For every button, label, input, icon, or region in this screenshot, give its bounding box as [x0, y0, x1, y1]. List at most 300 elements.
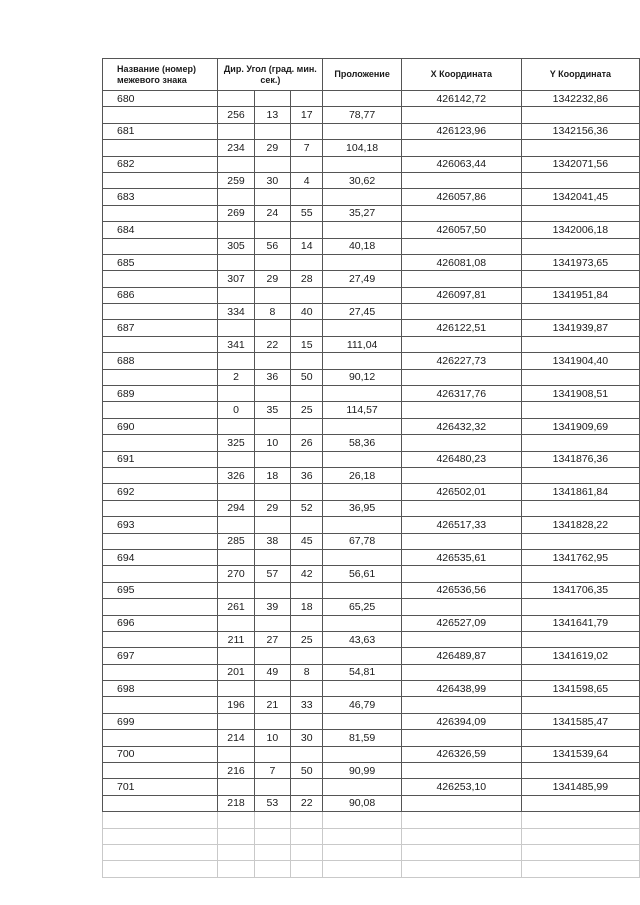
segment-length: 67,78 — [323, 533, 401, 549]
angle-seconds: 55 — [291, 205, 323, 221]
table-row-point — [103, 582, 640, 598]
angle-degrees: 216 — [218, 763, 254, 779]
empty-cell — [218, 517, 254, 533]
empty-cell — [103, 844, 218, 860]
empty-cell — [291, 681, 323, 697]
empty-cell — [103, 238, 218, 254]
empty-cell — [218, 746, 254, 762]
angle-minutes: 27 — [254, 631, 290, 647]
y-coordinate: 1341861,84 — [521, 484, 639, 500]
empty-cell — [323, 746, 401, 762]
empty-cell — [401, 271, 521, 287]
y-coordinate: 1341619,02 — [521, 648, 639, 664]
angle-seconds: 33 — [291, 697, 323, 713]
table-row-point — [103, 222, 640, 238]
angle-minutes: 18 — [254, 467, 290, 483]
empty-cell — [218, 418, 254, 434]
empty-cell — [254, 861, 290, 877]
empty-cell — [401, 812, 521, 828]
point-name: 699 — [103, 713, 218, 729]
angle-seconds: 36 — [291, 467, 323, 483]
empty-cell — [323, 484, 401, 500]
angle-minutes: 24 — [254, 205, 290, 221]
table-row-point — [103, 254, 640, 270]
x-coordinate: 426317,76 — [401, 386, 521, 402]
table-row-segment — [103, 369, 640, 385]
empty-cell — [401, 140, 521, 156]
point-name: 692 — [103, 484, 218, 500]
table-header-row — [103, 59, 640, 91]
angle-degrees: 201 — [218, 664, 254, 680]
table-row-segment — [103, 566, 640, 582]
empty-cell — [291, 484, 323, 500]
empty-cell — [291, 779, 323, 795]
empty-cell — [401, 861, 521, 877]
empty-cell — [291, 713, 323, 729]
empty-cell — [521, 763, 639, 779]
angle-degrees: 285 — [218, 533, 254, 549]
empty-cell — [254, 549, 290, 565]
empty-cell — [291, 91, 323, 107]
empty-cell — [521, 435, 639, 451]
segment-length: 58,36 — [323, 435, 401, 451]
point-name: 681 — [103, 123, 218, 139]
empty-cell — [218, 189, 254, 205]
segment-length: 35,27 — [323, 205, 401, 221]
empty-cell — [401, 664, 521, 680]
table-row-point — [103, 287, 640, 303]
segment-length: 90,08 — [323, 795, 401, 811]
empty-cell — [103, 812, 218, 828]
empty-cell — [323, 254, 401, 270]
empty-cell — [401, 795, 521, 811]
empty-cell — [103, 304, 218, 320]
table-row-point — [103, 779, 640, 795]
angle-seconds: 15 — [291, 336, 323, 352]
empty-cell — [254, 91, 290, 107]
empty-cell — [323, 844, 401, 860]
angle-minutes: 10 — [254, 730, 290, 746]
empty-cell — [401, 435, 521, 451]
empty-cell — [254, 484, 290, 500]
empty-cell — [401, 730, 521, 746]
segment-length: 56,61 — [323, 566, 401, 582]
angle-seconds: 18 — [291, 599, 323, 615]
empty-cell — [103, 435, 218, 451]
faded-row — [103, 812, 640, 828]
empty-cell — [323, 451, 401, 467]
empty-cell — [323, 828, 401, 844]
table-row-segment — [103, 172, 640, 188]
x-coordinate: 426057,50 — [401, 222, 521, 238]
empty-cell — [401, 304, 521, 320]
empty-cell — [291, 287, 323, 303]
y-coordinate: 1342232,86 — [521, 91, 639, 107]
empty-cell — [291, 222, 323, 238]
empty-cell — [103, 664, 218, 680]
empty-cell — [291, 844, 323, 860]
y-coordinate: 1342041,45 — [521, 189, 639, 205]
empty-cell — [291, 517, 323, 533]
angle-seconds: 25 — [291, 631, 323, 647]
angle-minutes: 36 — [254, 369, 290, 385]
x-coordinate: 426438,99 — [401, 681, 521, 697]
table-row-segment — [103, 107, 640, 123]
x-coordinate: 426081,08 — [401, 254, 521, 270]
segment-length: 27,49 — [323, 271, 401, 287]
empty-cell — [254, 353, 290, 369]
empty-cell — [521, 844, 639, 860]
empty-cell — [521, 140, 639, 156]
faded-row — [103, 844, 640, 860]
header-name: Название (номер) межевого знака — [103, 59, 218, 91]
empty-cell — [323, 713, 401, 729]
empty-cell — [218, 861, 254, 877]
point-name: 682 — [103, 156, 218, 172]
angle-minutes: 30 — [254, 172, 290, 188]
empty-cell — [521, 304, 639, 320]
x-coordinate: 426063,44 — [401, 156, 521, 172]
segment-length: 36,95 — [323, 500, 401, 516]
angle-degrees: 270 — [218, 566, 254, 582]
empty-cell — [291, 386, 323, 402]
empty-cell — [323, 418, 401, 434]
point-name: 688 — [103, 353, 218, 369]
point-name: 697 — [103, 648, 218, 664]
empty-cell — [254, 779, 290, 795]
empty-cell — [218, 648, 254, 664]
segment-length: 43,63 — [323, 631, 401, 647]
point-name: 686 — [103, 287, 218, 303]
empty-cell — [254, 386, 290, 402]
angle-seconds: 30 — [291, 730, 323, 746]
empty-cell — [103, 369, 218, 385]
point-name: 695 — [103, 582, 218, 598]
angle-minutes: 53 — [254, 795, 290, 811]
empty-cell — [291, 254, 323, 270]
segment-length: 104,18 — [323, 140, 401, 156]
empty-cell — [323, 320, 401, 336]
empty-cell — [291, 582, 323, 598]
point-name: 696 — [103, 615, 218, 631]
empty-cell — [291, 418, 323, 434]
empty-cell — [401, 599, 521, 615]
empty-cell — [218, 484, 254, 500]
y-coordinate: 1341973,65 — [521, 254, 639, 270]
table-row-segment — [103, 697, 640, 713]
angle-degrees: 269 — [218, 205, 254, 221]
angle-minutes: 35 — [254, 402, 290, 418]
empty-cell — [401, 763, 521, 779]
empty-cell — [401, 533, 521, 549]
empty-cell — [103, 205, 218, 221]
empty-cell — [103, 566, 218, 582]
empty-cell — [254, 582, 290, 598]
x-coordinate: 426502,01 — [401, 484, 521, 500]
empty-cell — [323, 517, 401, 533]
empty-cell — [521, 566, 639, 582]
empty-cell — [323, 353, 401, 369]
empty-cell — [254, 681, 290, 697]
empty-cell — [521, 336, 639, 352]
empty-cell — [521, 664, 639, 680]
segment-length: 90,12 — [323, 369, 401, 385]
table-row-point — [103, 517, 640, 533]
angle-minutes: 56 — [254, 238, 290, 254]
angle-degrees: 211 — [218, 631, 254, 647]
empty-cell — [323, 91, 401, 107]
table-row-point — [103, 353, 640, 369]
angle-seconds: 22 — [291, 795, 323, 811]
angle-minutes: 29 — [254, 271, 290, 287]
y-coordinate: 1341539,64 — [521, 746, 639, 762]
empty-cell — [521, 369, 639, 385]
table-row-point — [103, 549, 640, 565]
empty-cell — [254, 812, 290, 828]
y-coordinate: 1341641,79 — [521, 615, 639, 631]
x-coordinate: 426057,86 — [401, 189, 521, 205]
empty-cell — [401, 844, 521, 860]
empty-cell — [323, 615, 401, 631]
angle-degrees: 196 — [218, 697, 254, 713]
empty-cell — [323, 386, 401, 402]
point-name: 689 — [103, 386, 218, 402]
empty-cell — [521, 812, 639, 828]
empty-cell — [323, 779, 401, 795]
segment-length: 30,62 — [323, 172, 401, 188]
empty-cell — [103, 697, 218, 713]
angle-minutes: 22 — [254, 336, 290, 352]
empty-cell — [521, 500, 639, 516]
empty-cell — [254, 320, 290, 336]
angle-seconds: 14 — [291, 238, 323, 254]
faded-row — [103, 828, 640, 844]
empty-cell — [103, 467, 218, 483]
empty-cell — [401, 402, 521, 418]
segment-length: 65,25 — [323, 599, 401, 615]
x-coordinate: 426432,32 — [401, 418, 521, 434]
angle-degrees: 341 — [218, 336, 254, 352]
x-coordinate: 426122,51 — [401, 320, 521, 336]
empty-cell — [521, 172, 639, 188]
empty-cell — [401, 566, 521, 582]
table-row-segment — [103, 599, 640, 615]
y-coordinate: 1341485,99 — [521, 779, 639, 795]
empty-cell — [218, 713, 254, 729]
empty-cell — [401, 697, 521, 713]
angle-degrees: 325 — [218, 435, 254, 451]
angle-seconds: 42 — [291, 566, 323, 582]
empty-cell — [218, 353, 254, 369]
empty-cell — [291, 123, 323, 139]
empty-cell — [218, 549, 254, 565]
table-row-point — [103, 386, 640, 402]
x-coordinate: 426517,33 — [401, 517, 521, 533]
x-coordinate: 426227,73 — [401, 353, 521, 369]
empty-cell — [254, 222, 290, 238]
empty-cell — [103, 533, 218, 549]
angle-degrees: 218 — [218, 795, 254, 811]
x-coordinate: 426394,09 — [401, 713, 521, 729]
empty-cell — [291, 861, 323, 877]
angle-seconds: 8 — [291, 664, 323, 680]
x-coordinate: 426326,59 — [401, 746, 521, 762]
empty-cell — [323, 861, 401, 877]
empty-cell — [254, 615, 290, 631]
table-row-segment — [103, 795, 640, 811]
empty-cell — [401, 631, 521, 647]
empty-cell — [218, 320, 254, 336]
empty-cell — [401, 336, 521, 352]
empty-cell — [103, 763, 218, 779]
y-coordinate: 1341828,22 — [521, 517, 639, 533]
header-angle: Дир. Угол (град. мин. сек.) — [218, 59, 323, 91]
angle-minutes: 8 — [254, 304, 290, 320]
point-name: 691 — [103, 451, 218, 467]
table-row-segment — [103, 140, 640, 156]
empty-cell — [103, 730, 218, 746]
table-row-point — [103, 123, 640, 139]
angle-minutes: 49 — [254, 664, 290, 680]
angle-seconds: 28 — [291, 271, 323, 287]
angle-seconds: 17 — [291, 107, 323, 123]
empty-cell — [323, 287, 401, 303]
empty-cell — [103, 861, 218, 877]
empty-cell — [291, 812, 323, 828]
empty-cell — [323, 648, 401, 664]
table-row-segment — [103, 533, 640, 549]
empty-cell — [401, 500, 521, 516]
segment-length: 81,59 — [323, 730, 401, 746]
empty-cell — [103, 631, 218, 647]
table-row-segment — [103, 304, 640, 320]
table-row-segment — [103, 500, 640, 516]
empty-cell — [254, 418, 290, 434]
angle-degrees: 261 — [218, 599, 254, 615]
angle-degrees: 334 — [218, 304, 254, 320]
point-name: 685 — [103, 254, 218, 270]
empty-cell — [521, 730, 639, 746]
angle-seconds: 52 — [291, 500, 323, 516]
boundary-coordinates-table — [102, 58, 640, 878]
angle-seconds: 25 — [291, 402, 323, 418]
table-row-point — [103, 681, 640, 697]
angle-minutes: 38 — [254, 533, 290, 549]
table-row-segment — [103, 336, 640, 352]
empty-cell — [291, 746, 323, 762]
angle-degrees: 307 — [218, 271, 254, 287]
empty-cell — [291, 615, 323, 631]
empty-cell — [521, 271, 639, 287]
empty-cell — [218, 156, 254, 172]
y-coordinate: 1341908,51 — [521, 386, 639, 402]
empty-cell — [521, 467, 639, 483]
table-row-segment — [103, 271, 640, 287]
empty-cell — [218, 287, 254, 303]
empty-cell — [218, 222, 254, 238]
empty-cell — [103, 500, 218, 516]
empty-cell — [291, 451, 323, 467]
angle-minutes: 29 — [254, 140, 290, 156]
point-name: 694 — [103, 549, 218, 565]
angle-minutes: 39 — [254, 599, 290, 615]
x-coordinate: 426253,10 — [401, 779, 521, 795]
empty-cell — [103, 795, 218, 811]
y-coordinate: 1342156,36 — [521, 123, 639, 139]
angle-degrees: 326 — [218, 467, 254, 483]
table-row-segment — [103, 467, 640, 483]
empty-cell — [521, 533, 639, 549]
table-row-point — [103, 189, 640, 205]
table-row-point — [103, 746, 640, 762]
empty-cell — [521, 402, 639, 418]
y-coordinate: 1341598,65 — [521, 681, 639, 697]
angle-minutes: 10 — [254, 435, 290, 451]
segment-length: 27,45 — [323, 304, 401, 320]
empty-cell — [254, 189, 290, 205]
empty-cell — [103, 172, 218, 188]
x-coordinate: 426480,23 — [401, 451, 521, 467]
segment-length: 54,81 — [323, 664, 401, 680]
y-coordinate: 1342071,56 — [521, 156, 639, 172]
empty-cell — [218, 828, 254, 844]
table-row-segment — [103, 402, 640, 418]
empty-cell — [291, 828, 323, 844]
angle-seconds: 7 — [291, 140, 323, 156]
table-row-segment — [103, 435, 640, 451]
point-name: 701 — [103, 779, 218, 795]
angle-seconds: 26 — [291, 435, 323, 451]
empty-cell — [218, 812, 254, 828]
empty-cell — [103, 140, 218, 156]
table-row-point — [103, 713, 640, 729]
angle-minutes: 7 — [254, 763, 290, 779]
header-y: Y Координата — [521, 59, 639, 91]
table-row-point — [103, 320, 640, 336]
empty-cell — [218, 844, 254, 860]
empty-cell — [103, 107, 218, 123]
y-coordinate: 1341762,95 — [521, 549, 639, 565]
segment-length: 26,18 — [323, 467, 401, 483]
empty-cell — [291, 353, 323, 369]
empty-cell — [103, 828, 218, 844]
y-coordinate: 1341585,47 — [521, 713, 639, 729]
empty-cell — [218, 582, 254, 598]
empty-cell — [323, 812, 401, 828]
segment-length: 111,04 — [323, 336, 401, 352]
table-row-segment — [103, 631, 640, 647]
header-x: X Координата — [401, 59, 521, 91]
empty-cell — [323, 222, 401, 238]
empty-cell — [218, 451, 254, 467]
y-coordinate: 1341876,36 — [521, 451, 639, 467]
x-coordinate: 426536,56 — [401, 582, 521, 598]
angle-degrees: 2 — [218, 369, 254, 385]
y-coordinate: 1341939,87 — [521, 320, 639, 336]
point-name: 693 — [103, 517, 218, 533]
header-length: Проложение — [323, 59, 401, 91]
empty-cell — [254, 254, 290, 270]
angle-degrees: 294 — [218, 500, 254, 516]
empty-cell — [218, 91, 254, 107]
empty-cell — [254, 746, 290, 762]
empty-cell — [103, 271, 218, 287]
empty-cell — [291, 320, 323, 336]
segment-length: 78,77 — [323, 107, 401, 123]
segment-length: 114,57 — [323, 402, 401, 418]
table-row-segment — [103, 730, 640, 746]
angle-degrees: 256 — [218, 107, 254, 123]
